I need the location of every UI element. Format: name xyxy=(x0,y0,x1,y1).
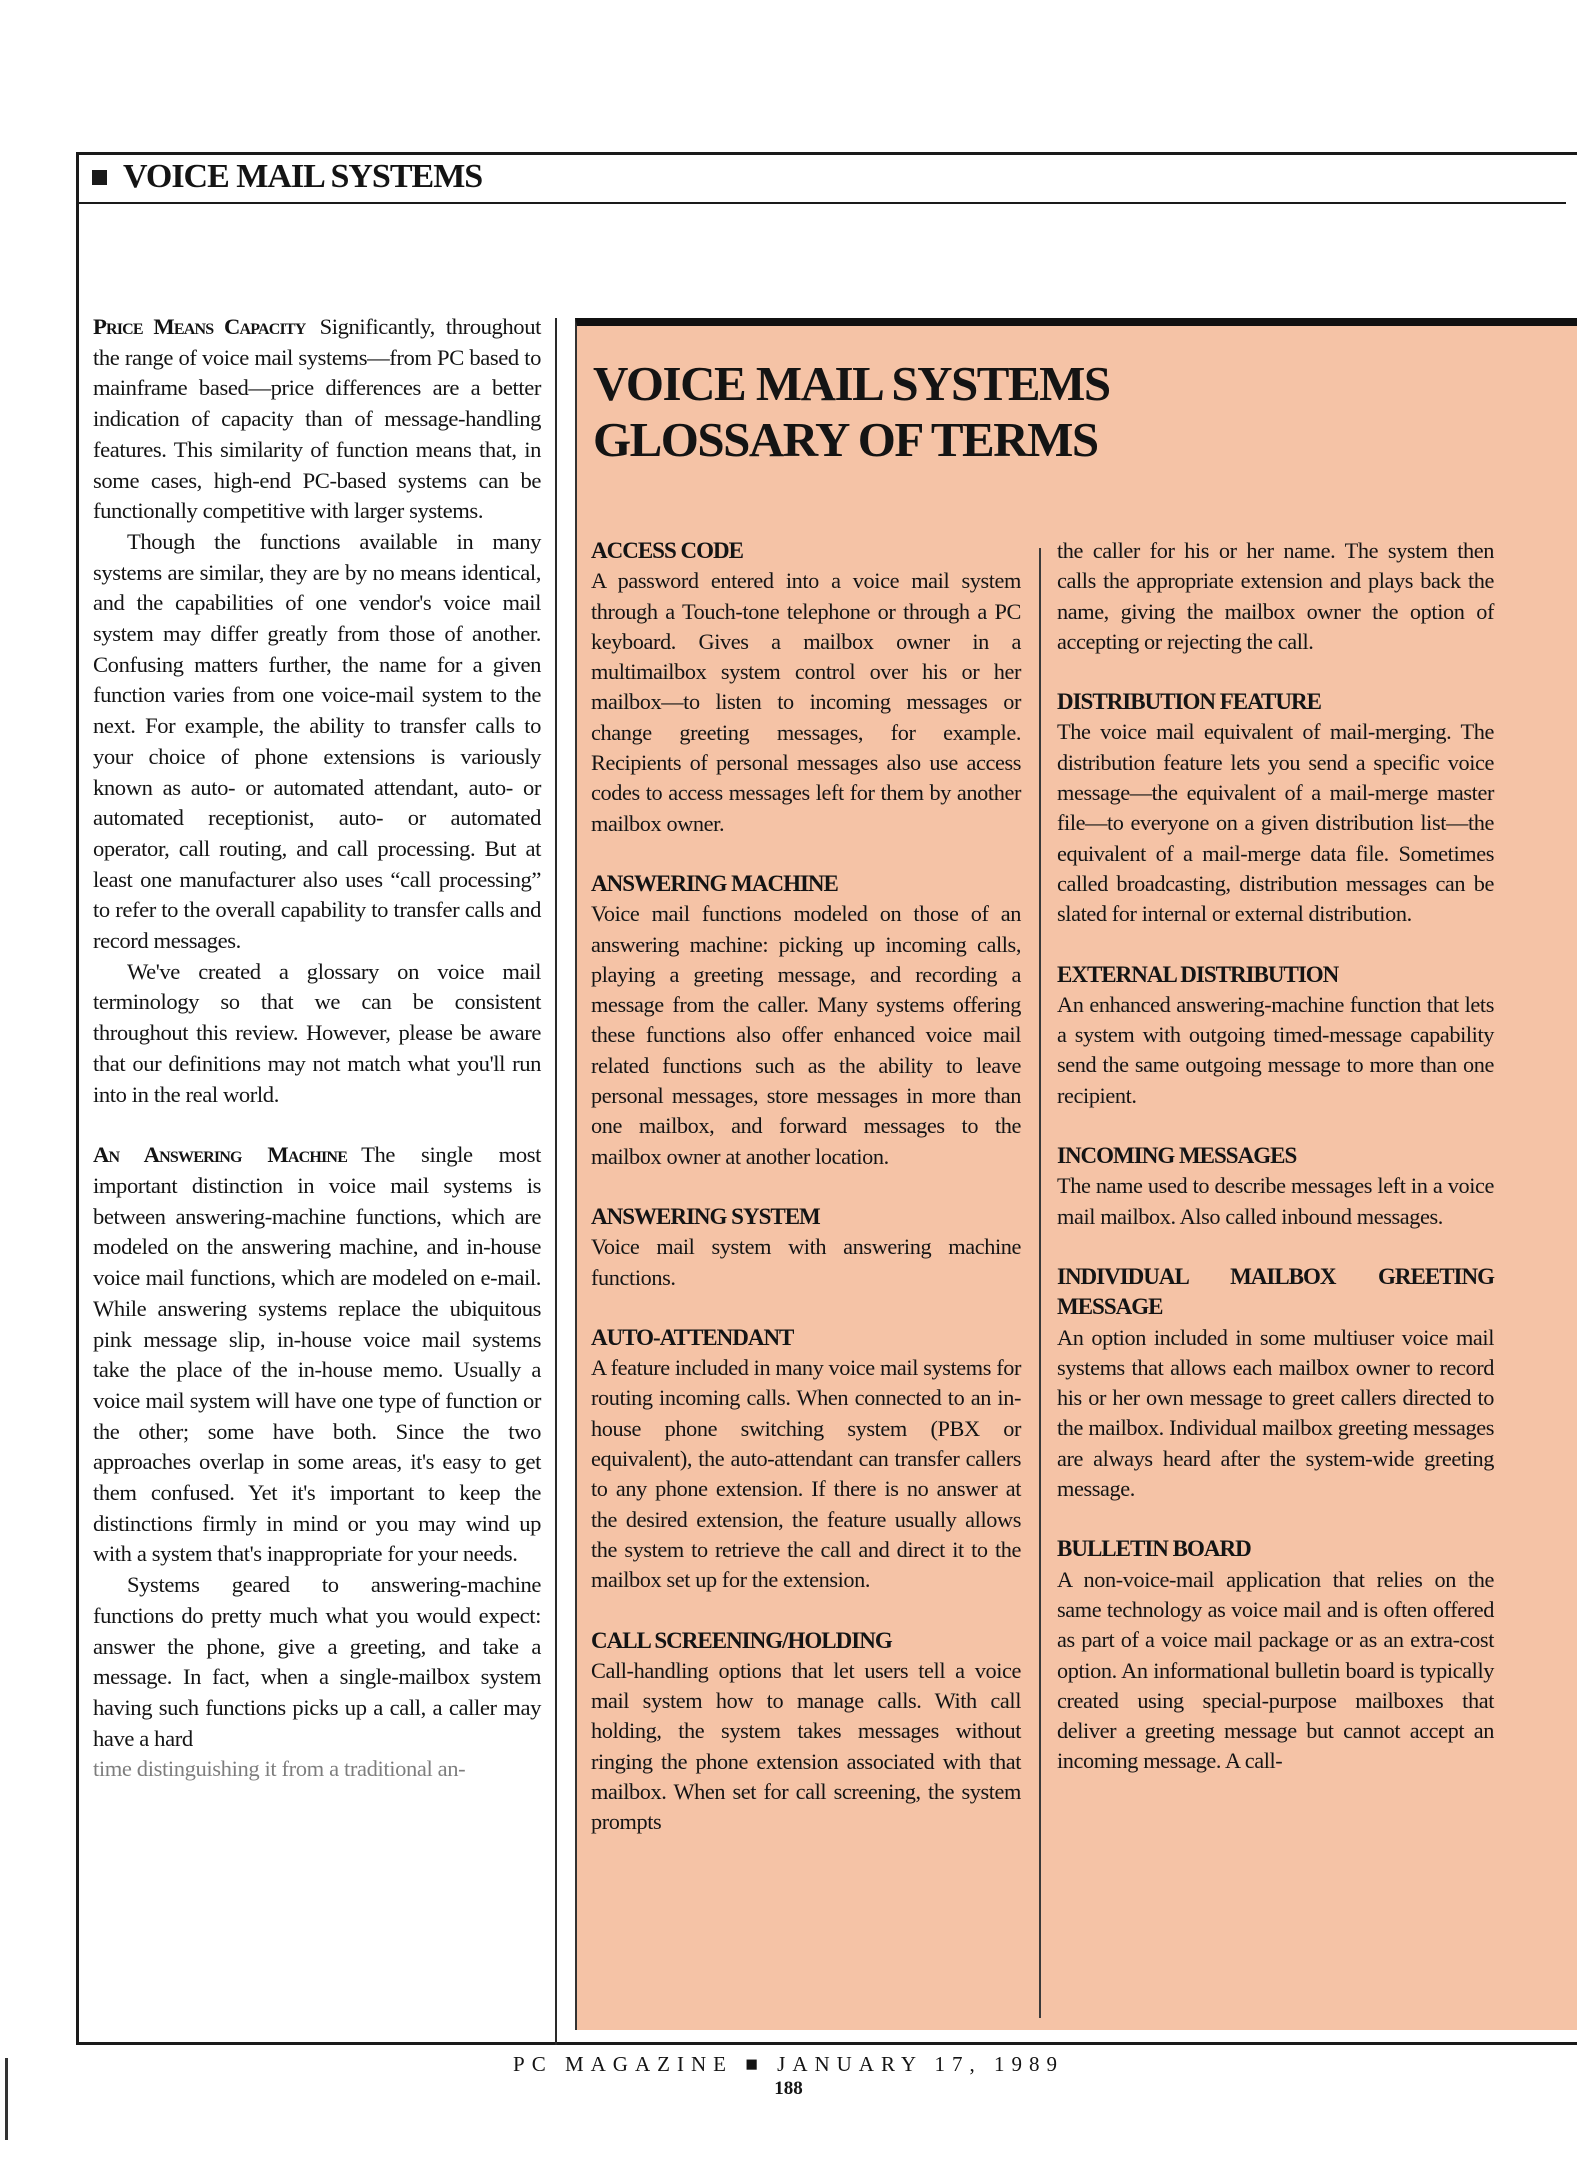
glossary-definition: The voice mail equivalent of mail-merging. The distribution feature lets you send a specific voice message—the equivalent of a mail-merge master file—to everyone on a given distribution list—the equivalent of a mail-merge data file. Sometimes called broadcasting, distribution messages can be slated for internal or external distribution. xyxy=(1057,719,1494,927)
glossary-term: CALL SCREENING/HOLDING xyxy=(591,1627,892,1653)
footer-bullet-icon: ■ xyxy=(745,2052,778,2076)
cutoff-line: time distinguishing it from a traditional an- xyxy=(93,1756,466,1782)
glossary-term: BULLETIN BOARD xyxy=(1057,1536,1251,1562)
glossary-term: AUTO-ATTENDANT xyxy=(591,1324,794,1350)
run-in-heading: An Answering Machine xyxy=(93,1142,348,1168)
glossary-definition: Call-handling options that let users tell a voice mail system how to manage calls. With call holding, the system takes messages without ringing the phone extension associated with that mailbox. When set for call screening, the system prompts xyxy=(591,1657,1021,1835)
glossary-entry xyxy=(1057,1141,1494,1232)
glossary-term: EXTERNAL DISTRIBUTION xyxy=(1057,961,1339,987)
glossary-term: ANSWERING MACHINE xyxy=(591,870,838,896)
header-rule xyxy=(76,202,1566,204)
glossary-entry xyxy=(591,1626,1021,1838)
glossary-term: INDIVIDUAL MAILBOX GREETING MESSAGE xyxy=(1057,1263,1494,1320)
margin-tick xyxy=(5,2058,8,2140)
glossary-title: VOICE MAIL SYSTEMS GLOSSARY OF TERMS xyxy=(593,356,1110,467)
body-paragraph: An Answering Machine The single most important distinction in voice mail systems is between answering-machine functions, which are modeled on the answering machine, and in-house voice mail functions, which are modeled on e-mail. While answering systems replace the ubiquitous pink message slip, in-house voice mail systems take the place of the in-house memo. Usually a voice mail system will have one type of function or the other; some have both. Since the two approaches overlap in some areas, it's easy to get them confused. Yet it's important to keep the distinctions firmly in mind or you may wind up with a system that's inappropriate for your needs. xyxy=(93,1142,541,1567)
glossary-term: ANSWERING SYSTEM xyxy=(591,1203,820,1229)
section-header-text: VOICE MAIL SYSTEMS xyxy=(123,158,483,195)
glossary-term: INCOMING MESSAGES xyxy=(1057,1143,1297,1169)
glossary-column-2 xyxy=(1057,536,1494,1807)
glossary-term: DISTRIBUTION FEATURE xyxy=(1057,689,1321,715)
glossary-column-1 xyxy=(591,536,1021,1868)
glossary-definition: A password entered into a voice mail system through a Touch-tone telephone or through a PC keyboard. Gives a mailbox owner in a multimailbox system control over his or her mailbox—to listen to incoming messages or change greeting messages, for example. Recipients of personal messages also use access codes to access messages left for them by another mailbox owner. xyxy=(591,568,1021,836)
glossary-definition: A feature included in many voice mail systems for routing incoming calls. When connected to an in-house phone switching system (PBX or equivalent), the auto-attendant can transfer callers to any phone extension. If there is no answer at the desired extension, the feature usually allows the system to retrieve the call and direct it to the mailbox set up for the extension. xyxy=(591,1355,1021,1593)
left-column xyxy=(93,312,541,1785)
body-paragraph: Systems geared to answering-machine functions do pretty much what you would expect: answer the phone, give a greeting, and take a message. In fact, when a single-mailbox system having such functions picks up a call, a caller may have a hard xyxy=(93,1572,541,1751)
glossary-definition: the caller for his or her name. The system then calls the appropriate extension and plays back the name, giving the mailbox owner the option of accepting or rejecting the call. xyxy=(1057,538,1494,654)
section-header xyxy=(92,158,482,196)
issue-date: JANUARY 17, 1989 xyxy=(777,2052,1064,2076)
glossary-definition: Voice mail functions modeled on those of an answering machine: picking up incoming calls, playing a greeting message, and recording a message from the caller. Many systems offering these functions also offer enhanced voice mail related functions such as the ability to leave personal messages, store messages in more than one mailbox, and forward messages to the mailbox owner at another location. xyxy=(591,901,1021,1169)
glossary-entry xyxy=(1057,1262,1494,1504)
square-bullet-icon xyxy=(92,170,107,185)
run-in-heading: Price Means Capacity xyxy=(93,314,306,339)
glossary-entry xyxy=(1057,1534,1494,1776)
page-number: 188 xyxy=(774,2078,803,2099)
body-paragraph: Though the functions available in many systems are similar, they are by no means identical, and the capabilities of one vendor's voice mail system may differ greatly from those of another. Confusing matters further, the name for a given function varies from one voice-mail system to the next. For example, the ability to transfer calls to your choice of phone extensions is variously known as auto- or automated attendant, auto- or automated receptionist, auto- or automated operator, call routing, and call processing. But at least one manufacturer also uses “call processing” to refer to the overall capability to transfer calls and record messages. xyxy=(93,528,541,954)
body-paragraph: Price Means Capacity Significantly, throughout the range of voice mail systems—from PC based to mainframe based—price differences are a better indication of capacity than of message-handling features. This similarity of function means that, in some cases, high-end PC-based systems can be functionally competitive with larger systems. xyxy=(93,314,541,524)
column-divider xyxy=(555,318,557,2045)
glossary-definition: An option included in some multiuser voice mail systems that allows each mailbox owner to record his or her own message to greet callers directed to the mailbox. Individual mailbox greeting messages are always heard after the system-wide greeting message. xyxy=(1057,1324,1494,1502)
glossary-entry xyxy=(591,536,1021,839)
publication-name: PC MAGAZINE xyxy=(513,2052,733,2076)
glossary-entry xyxy=(591,1323,1021,1596)
glossary-entry xyxy=(1057,687,1494,929)
glossary-definition: The name used to describe messages left in a voice mail mailbox. Also called inbound messages. xyxy=(1057,1173,1494,1229)
glossary-definition: A non-voice-mail application that relies on the same technology as voice mail and is often offered as part of a voice mail package or as an extra-cost option. An informational bulletin board is typically created using special-purpose mailboxes that deliver a greeting message but cannot accept an incoming message. A call- xyxy=(1057,1566,1494,1774)
glossary-entry xyxy=(1057,960,1494,1111)
glossary-entry xyxy=(591,1202,1021,1293)
page-footer xyxy=(0,2052,1577,2077)
glossary-definition: An enhanced answering-machine function that lets a system with outgoing timed-message capability send the same outgoing message to more than one recipient. xyxy=(1057,991,1494,1108)
glossary-term: ACCESS CODE xyxy=(591,538,743,563)
glossary-sidebar xyxy=(575,318,1577,2030)
glossary-column-divider xyxy=(1039,548,1041,2018)
glossary-entry xyxy=(1057,536,1494,657)
glossary-entry xyxy=(591,869,1021,1172)
body-paragraph: We've created a glossary on voice mail terminology so that we can be consistent throughout this review. However, please be aware that our definitions may not match what you'll run into in the real world. xyxy=(93,958,541,1107)
glossary-definition: Voice mail system with answering machine functions. xyxy=(591,1234,1021,1290)
